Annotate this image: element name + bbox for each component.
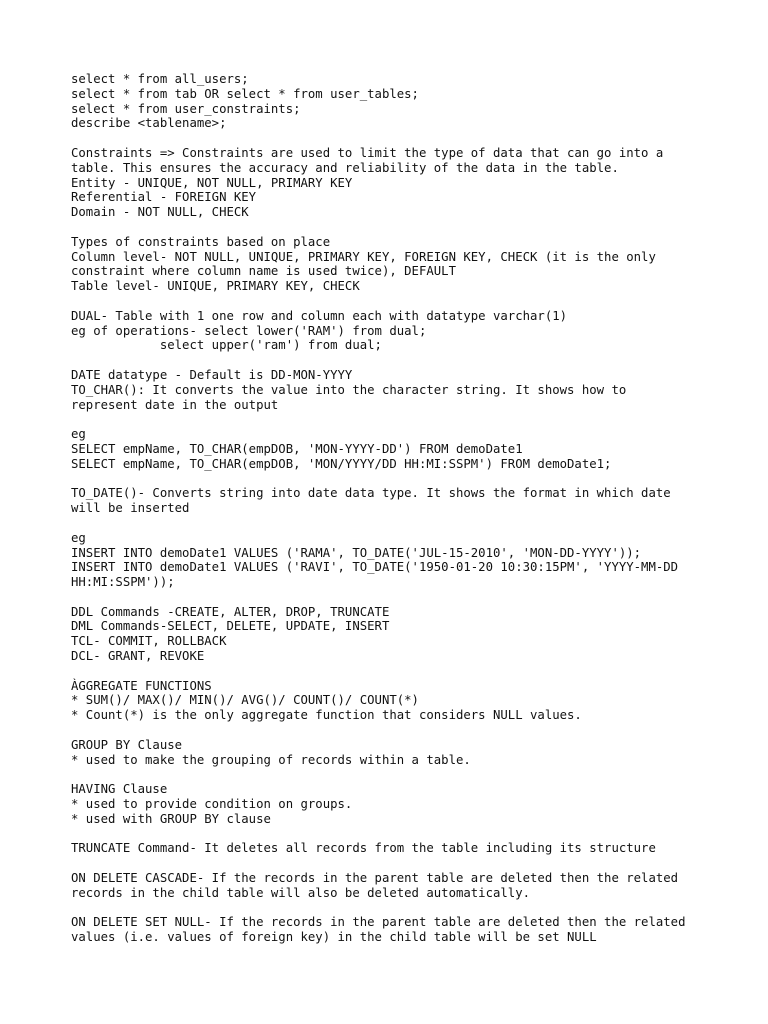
blank-line bbox=[71, 590, 761, 605]
text-line: will be inserted bbox=[71, 501, 190, 516]
text-line: HAVING Clause bbox=[71, 782, 168, 797]
text-line: * used to provide condition on groups. bbox=[71, 797, 353, 812]
blank-line bbox=[71, 472, 761, 487]
text-line: HH:MI:SSPM')); bbox=[71, 575, 175, 590]
text-line: ON DELETE SET NULL- If the records in the parent table are deleted then the related bbox=[71, 915, 686, 930]
text-line: Entity - UNIQUE, NOT NULL, PRIMARY KEY bbox=[71, 175, 353, 190]
text-line: ÀGGREGATE FUNCTIONS bbox=[71, 678, 212, 693]
text-line: Column level- NOT NULL, UNIQUE, PRIMARY KEY, FOREIGN KEY, CHECK (it is the only bbox=[71, 249, 656, 264]
text-line: eg bbox=[71, 530, 86, 545]
section-constraints bbox=[71, 146, 761, 220]
section-date-datatype bbox=[71, 368, 761, 412]
blank-line bbox=[71, 353, 761, 368]
text-line: constraint where column name is used twice), DEFAULT bbox=[71, 264, 456, 279]
text-line: * used with GROUP BY clause bbox=[71, 811, 271, 826]
blank-line bbox=[71, 131, 761, 146]
text-line: eg of operations- select lower('RAM') from dual; bbox=[71, 323, 427, 338]
blank-line bbox=[71, 412, 761, 427]
text-line: * Count(*) is the only aggregate function that considers NULL values. bbox=[71, 708, 582, 723]
document-body bbox=[71, 72, 761, 945]
text-line: DDL Commands -CREATE, ALTER, DROP, TRUNCATE bbox=[71, 604, 390, 619]
text-line: eg bbox=[71, 427, 86, 442]
text-line: table. This ensures the accuracy and reliability of the data in the table. bbox=[71, 160, 619, 175]
text-line: DML Commands-SELECT, DELETE, UPDATE, INSERT bbox=[71, 619, 390, 634]
text-line: TRUNCATE Command- It deletes all records from the table including its structure bbox=[71, 841, 656, 856]
text-line: select * from tab OR select * from user_tables; bbox=[71, 86, 419, 101]
text-line: DATE datatype - Default is DD-MON-YYYY bbox=[71, 367, 353, 382]
blank-line bbox=[71, 220, 761, 235]
text-line: values (i.e. values of foreign key) in the child table will be set NULL bbox=[71, 930, 597, 945]
text-line: TO_DATE()- Converts string into date data type. It shows the format in which date bbox=[71, 486, 671, 501]
text-line: records in the child table will also be deleted automatically. bbox=[71, 885, 531, 900]
section-queries bbox=[71, 72, 761, 131]
section-to-date bbox=[71, 486, 761, 516]
text-line: * used to make the grouping of records within a table. bbox=[71, 752, 471, 767]
text-line: Referential - FOREIGN KEY bbox=[71, 190, 257, 205]
section-dual bbox=[71, 309, 761, 353]
blank-line bbox=[71, 767, 761, 782]
text-line: DCL- GRANT, REVOKE bbox=[71, 649, 205, 664]
text-line: SELECT empName, TO_CHAR(empDOB, 'MON-YYYY-DD') FROM demoDate1 bbox=[71, 441, 523, 456]
text-line: Domain - NOT NULL, CHECK bbox=[71, 205, 249, 220]
section-constraint-types bbox=[71, 235, 761, 294]
blank-line bbox=[71, 516, 761, 531]
blank-line bbox=[71, 901, 761, 916]
text-line: GROUP BY Clause bbox=[71, 737, 183, 752]
blank-line bbox=[71, 664, 761, 679]
text-line: Types of constraints based on place bbox=[71, 234, 331, 249]
text-line: * SUM()/ MAX()/ MIN()/ AVG()/ COUNT()/ COUNT(*) bbox=[71, 693, 419, 708]
text-line: TO_CHAR(): It converts the value into the character string. It shows how to bbox=[71, 382, 627, 397]
text-line: DUAL- Table with 1 one row and column each with datatype varchar(1) bbox=[71, 308, 568, 323]
text-line: Constraints => Constraints are used to limit the type of data that can go into a bbox=[71, 145, 664, 160]
section-to-char-examples bbox=[71, 427, 761, 471]
section-group-by bbox=[71, 738, 761, 768]
text-line: select * from user_constraints; bbox=[71, 101, 301, 116]
section-truncate bbox=[71, 841, 761, 856]
text-line: select upper('ram') from dual; bbox=[71, 338, 382, 353]
section-to-date-examples bbox=[71, 531, 761, 590]
blank-line bbox=[71, 856, 761, 871]
text-line: INSERT INTO demoDate1 VALUES ('RAMA', TO_DATE('JUL-15-2010', 'MON-DD-YYYY')); bbox=[71, 545, 642, 560]
blank-line bbox=[71, 827, 761, 842]
text-line: ON DELETE CASCADE- If the records in the parent table are deleted then the related bbox=[71, 871, 679, 886]
text-line: select * from all_users; bbox=[71, 72, 249, 86]
text-line: INSERT INTO demoDate1 VALUES ('RAVI', TO_DATE('1950-01-20 10:30:15PM', 'YYYY-MM-DD bbox=[71, 560, 679, 575]
section-command-types bbox=[71, 605, 761, 664]
section-aggregate-functions bbox=[71, 679, 761, 723]
section-on-delete-cascade bbox=[71, 871, 761, 901]
text-line: SELECT empName, TO_CHAR(empDOB, 'MON/YYYY/DD HH:MI:SSPM') FROM demoDate1; bbox=[71, 456, 612, 471]
blank-line bbox=[71, 294, 761, 309]
section-on-delete-set-null bbox=[71, 915, 761, 945]
text-line: TCL- COMMIT, ROLLBACK bbox=[71, 634, 227, 649]
text-line: describe <tablename>; bbox=[71, 116, 227, 131]
text-line: Table level- UNIQUE, PRIMARY KEY, CHECK bbox=[71, 279, 360, 294]
text-line: represent date in the output bbox=[71, 397, 279, 412]
section-having bbox=[71, 782, 761, 826]
blank-line bbox=[71, 723, 761, 738]
